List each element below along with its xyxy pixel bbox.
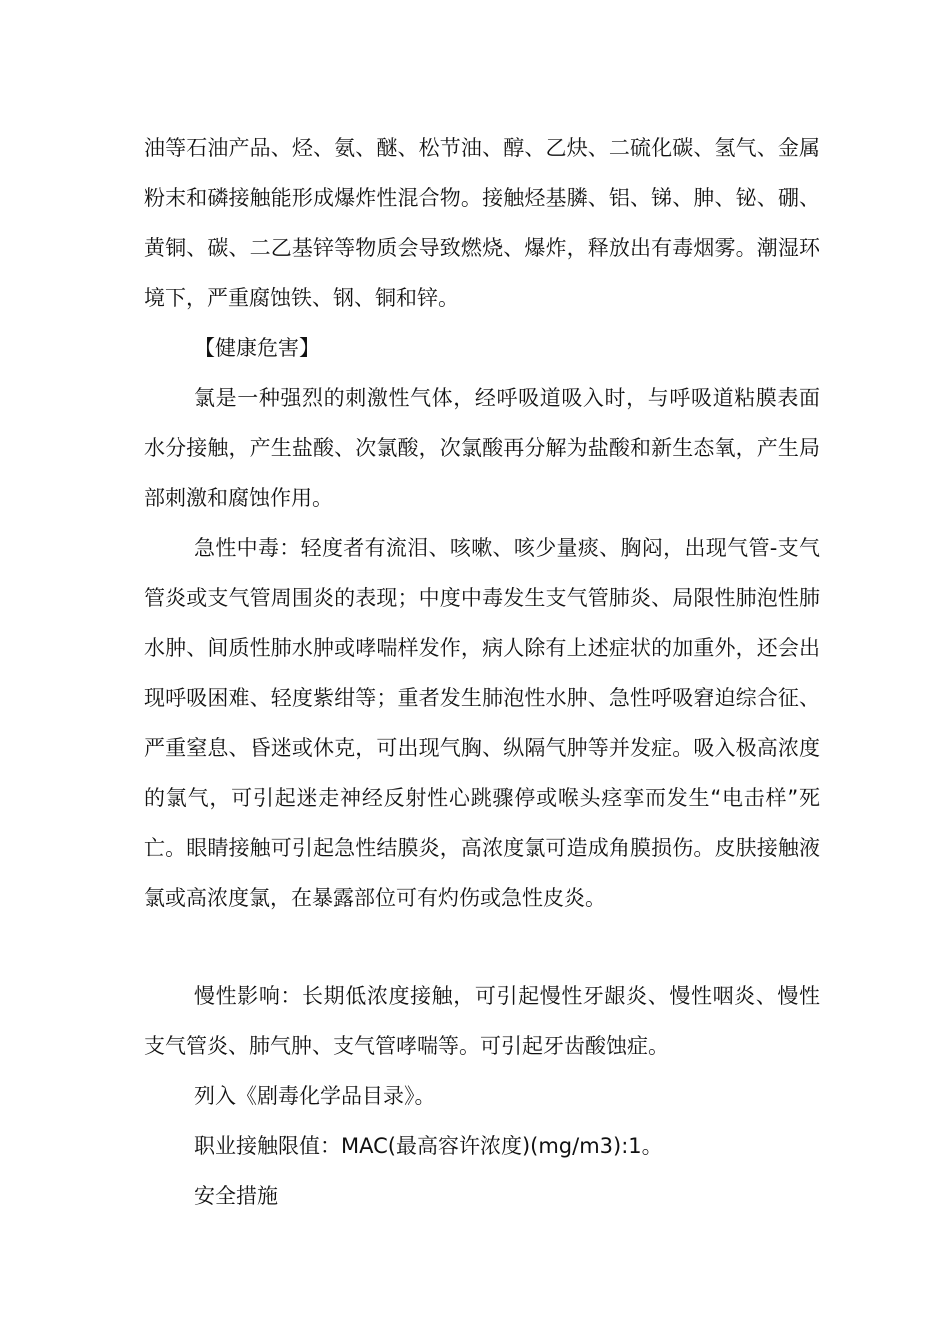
paragraph-toxic-catalog: 列入《剧毒化学品目录》。	[194, 1084, 436, 1108]
paragraph-exposure-limit: 职业接触限值：MAC(最高容许浓度)(mg/m3):1。	[194, 1134, 663, 1158]
paragraph-chlorine-irritant: 氯是一种强烈的刺激性气体，经呼吸道吸入时，与呼吸道粘膜表面水分接触，产生盐酸、次氯酸，次氯酸再分解为盐酸和新生态氧，产生局部刺激和腐蚀作用。	[144, 386, 820, 510]
paragraph-reactivity: 油等石油产品、烃、氨、醚、松节油、醇、乙炔、二硫化碳、氢气、金属粉末和磷接触能形成爆炸性混合物。接触烃基膦、铝、锑、胂、铋、硼、黄铜、碳、二乙基锌等物质会导致燃烧、爆炸，释放出有毒烟雾。潮湿环境下，严重腐蚀铁、钢、铜和锌。	[144, 136, 820, 310]
paragraph-acute-poisoning: 急性中毒：轻度者有流泪、咳嗽、咳少量痰、胸闷，出现气管-支气管炎或支气管周围炎的表现；中度中毒发生支气管肺炎、局限性肺泡性肺水肿、间质性肺水肿或哮喘样发作，病人除有上述症状的加重外，还会出现呼吸困难、轻度紫绀等；重者发生肺泡性水肿、急性呼吸窘迫综合征、严重窒息、昏迷或休克，可出现气胸、纵隔气肿等并发症。吸入极高浓度的氯气，可引起迷走神经反射性心跳骤停或喉头痉挛而发生“电击样”死亡。眼睛接触可引起急性结膜炎，高浓度氯可造成角膜损伤。皮肤接触液氯或高浓度氯，在暴露部位可有灼伤或急性皮炎。	[144, 536, 820, 910]
section-heading-health-hazard: 【健康危害】	[194, 336, 320, 360]
section-heading-safety-measures: 安全措施	[194, 1184, 278, 1208]
paragraph-chronic-effects: 慢性影响：长期低浓度接触，可引起慢性牙龈炎、慢性咽炎、慢性支气管炎、肺气肿、支气管哮喘等。可引起牙齿酸蚀症。	[144, 984, 820, 1058]
